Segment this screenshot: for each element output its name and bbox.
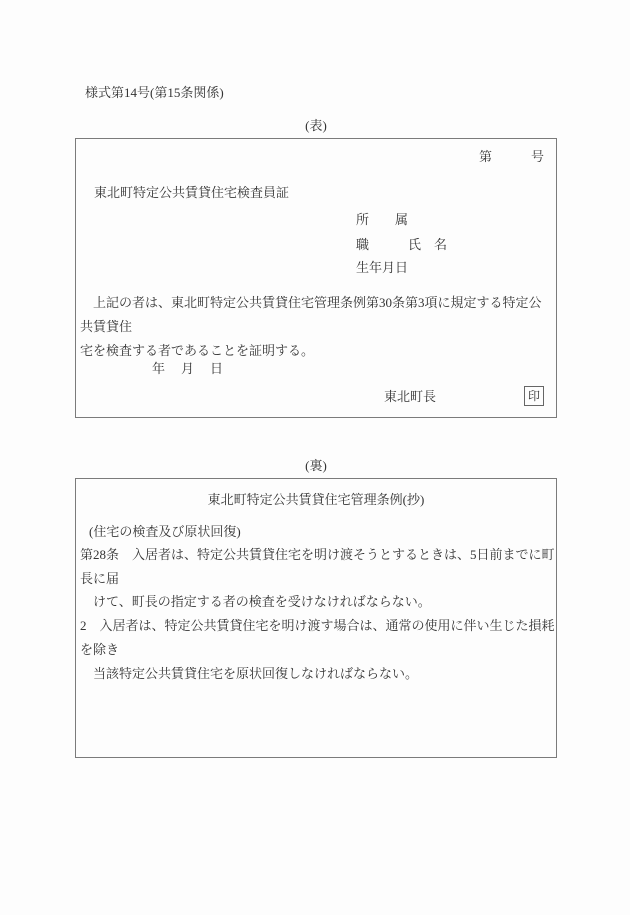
article-text [80, 543, 556, 685]
field-position-name: 職 氏 名 [356, 237, 448, 252]
certification-statement-line1: 上記の者は、東北町特定公共賃貸住宅管理条例第30条第3項に規定する特定公共賃貸住 [80, 295, 542, 334]
certification-statement [80, 291, 554, 363]
front-side-label: (表) [305, 118, 327, 133]
field-affiliation: 所 属 [356, 212, 409, 227]
clause-2-line1: 2 入居者は、特定公共賃貸住宅を明け渡す場合は、通常の使用に伴い生じた損耗を除き [80, 618, 555, 657]
certificate-title: 東北町特定公共賃貸住宅検査員証 [94, 185, 290, 200]
back-side-label: (裏) [305, 458, 327, 473]
form-number: 様式第14号(第15条関係) [85, 85, 224, 100]
certification-statement-line2: 宅を検査する者であることを証明する。 [80, 343, 315, 358]
ordinance-excerpt-back-card [75, 478, 557, 758]
date-line: 年 月 日 [152, 361, 225, 376]
section-heading: (住宅の検査及び原状回復) [89, 524, 241, 539]
seal-mark: 印 [524, 386, 544, 406]
ordinance-title: 東北町特定公共賃貸住宅管理条例(抄) [207, 492, 425, 507]
article-28-line2: けて、町長の指定する者の検査を受けなければならない。 [93, 594, 431, 610]
mayor-signature-label: 東北町長 [384, 389, 437, 404]
field-birth-date: 生年月日 [356, 260, 409, 275]
clause-2-line2: 当該特定公共賃貸住宅を原状回復しなければならない。 [93, 665, 419, 681]
certificate-number: 第 号 [478, 149, 544, 164]
inspector-certificate-front-card [75, 138, 557, 418]
article-28-line1: 第28条 入居者は、特定公共賃貸住宅を明け渡そうとするときは、5日前までに町長に届 [80, 547, 555, 586]
